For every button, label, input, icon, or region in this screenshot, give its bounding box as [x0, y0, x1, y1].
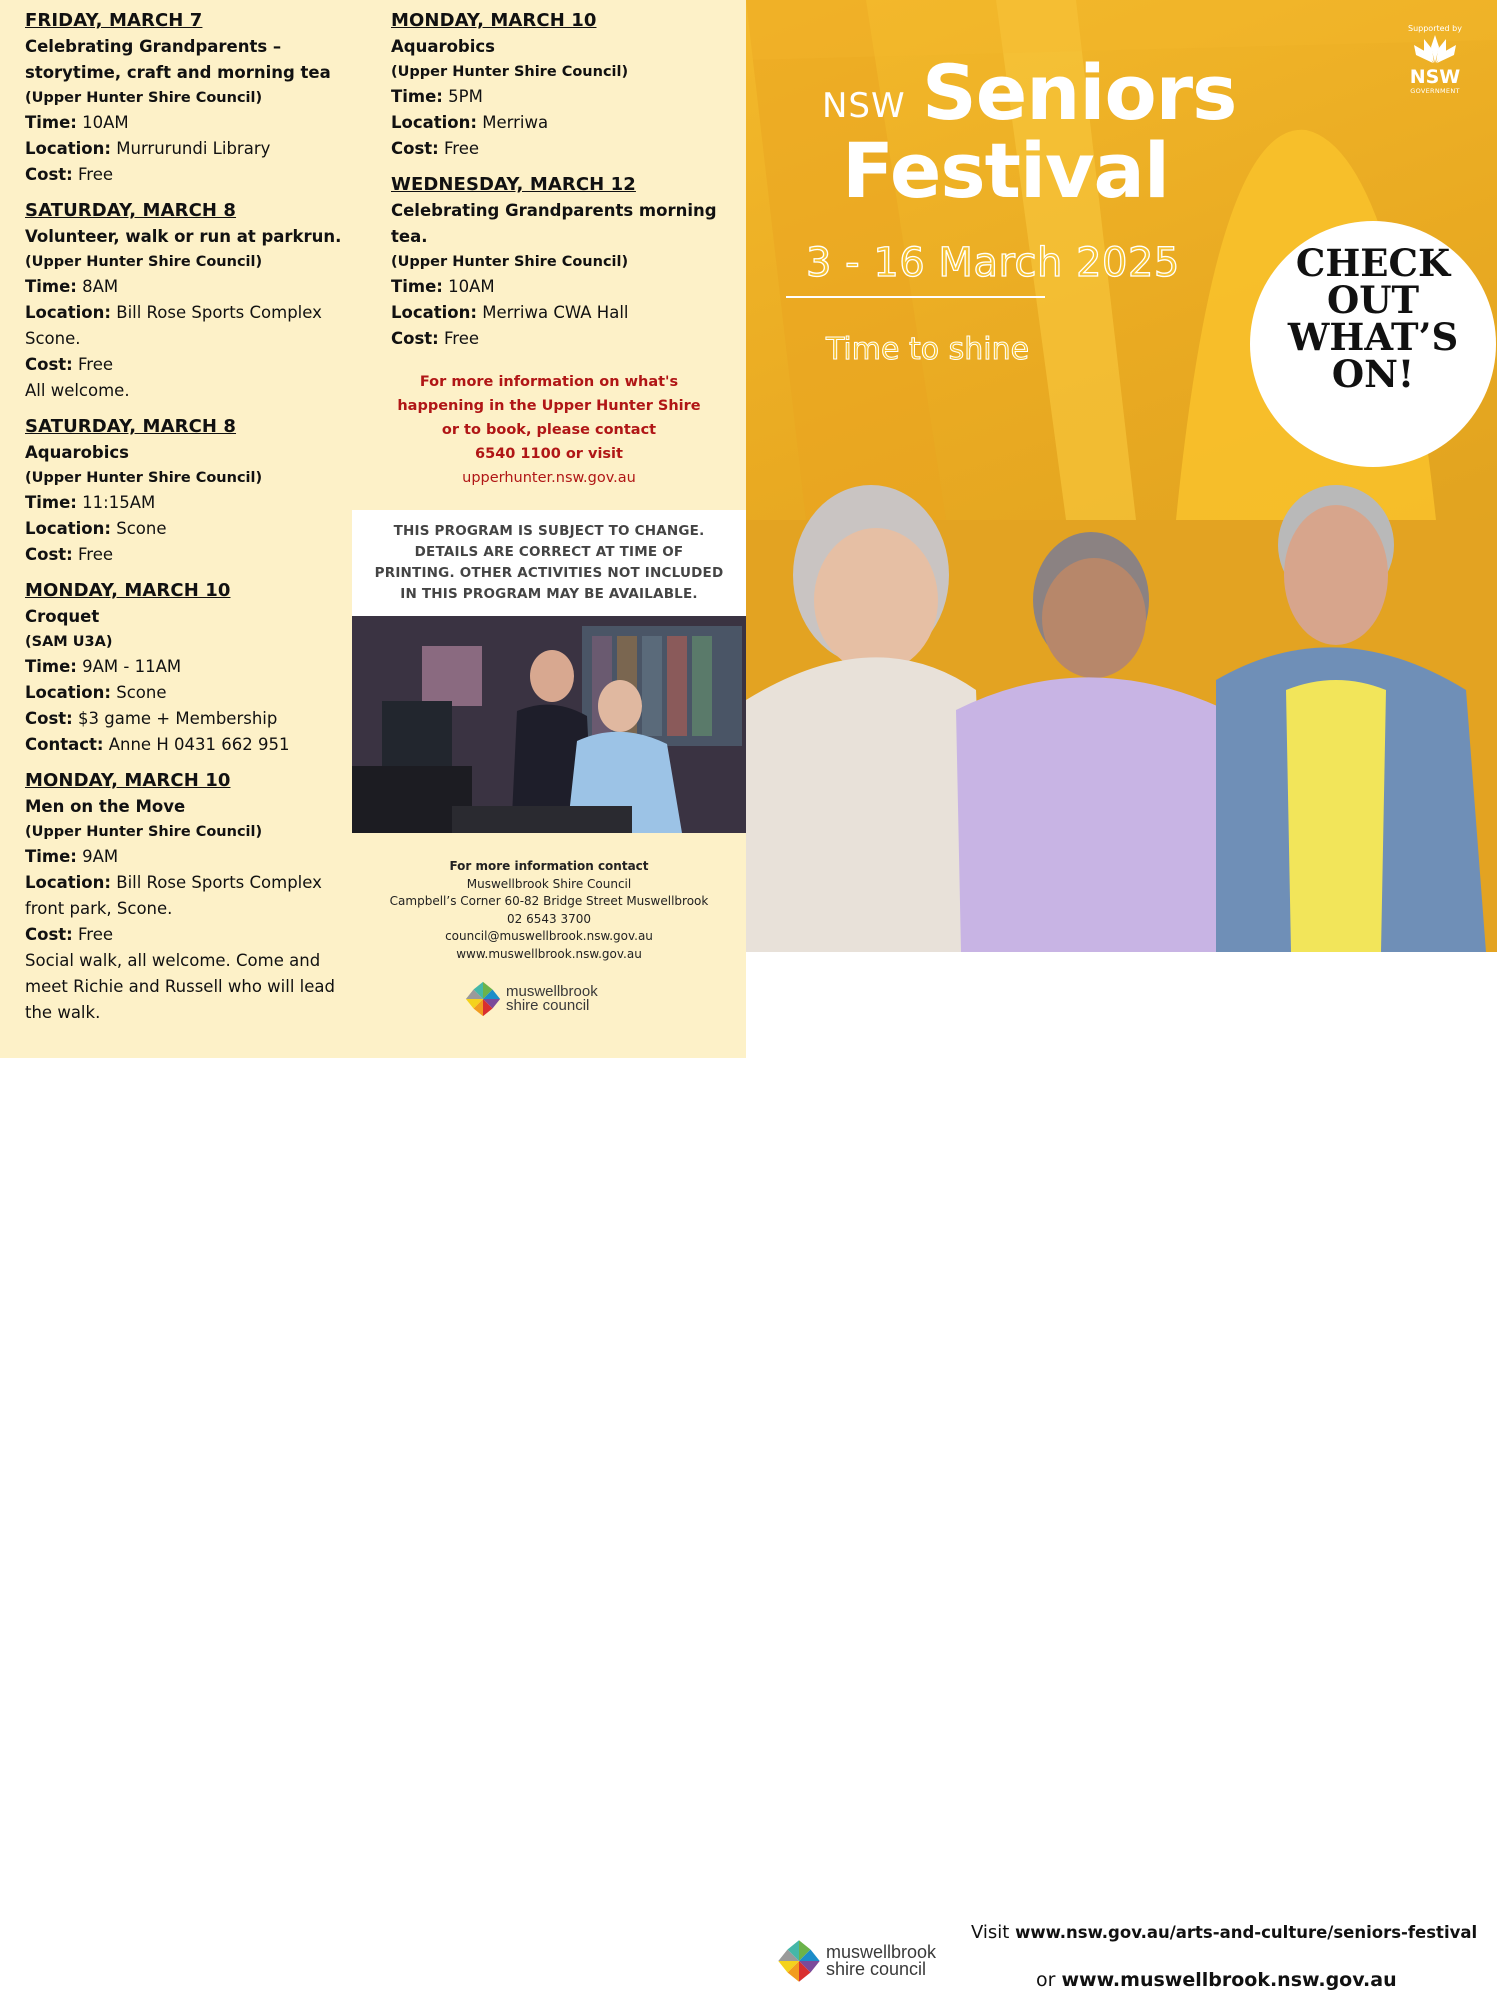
- festival-dates: 3 - 16 March 2025: [806, 240, 1180, 286]
- detail-label: Time:: [25, 277, 77, 296]
- notice-line: THIS PROGRAM IS SUBJECT TO CHANGE.: [393, 523, 705, 539]
- detail-value: 9AM - 11AM: [76, 657, 182, 676]
- badge-line: ON!: [1331, 352, 1415, 396]
- detail-value: Scone: [111, 519, 167, 538]
- event-detail: [25, 136, 352, 162]
- detail-value: Social walk, all welcome. Come and meet Richie and Russell who will lead the walk.: [25, 951, 335, 1022]
- festival-cover: [746, 0, 1497, 952]
- event-detail: [391, 300, 746, 326]
- pinwheel-icon: [776, 1938, 822, 1984]
- event-detail: [25, 378, 352, 404]
- detail-value: All welcome.: [25, 381, 130, 400]
- event-date: MONDAY, MARCH 10: [25, 580, 231, 601]
- event-detail: [25, 732, 352, 758]
- notice-line: IN THIS PROGRAM MAY BE AVAILABLE.: [400, 586, 698, 602]
- detail-value: Free: [72, 165, 114, 184]
- library-photo: [352, 616, 746, 833]
- logo-text-line1: muswellbrook: [826, 1941, 937, 1962]
- event-detail: [25, 922, 352, 948]
- or-line: [1036, 1969, 1397, 1991]
- event-detail: [25, 844, 352, 870]
- event-detail: [25, 352, 352, 378]
- nsw-government-logo: [1403, 24, 1467, 95]
- nsw-logo-text: NSW: [1409, 66, 1461, 88]
- muswellbrook-link[interactable]: www.muswellbrook.nsw.gov.au: [1061, 1969, 1397, 1991]
- event-detail: [25, 680, 352, 706]
- detail-value: Merriwa CWA Hall: [477, 303, 629, 322]
- info-line: For more information on what's: [419, 374, 679, 390]
- visit-line: [971, 1922, 1477, 1943]
- council-contact: [352, 858, 746, 964]
- detail-label: Time:: [391, 277, 443, 296]
- event-detail: [25, 948, 352, 1026]
- festival-tagline: Time to shine: [826, 332, 1030, 367]
- check-out-badge: [1250, 221, 1496, 467]
- contact-email[interactable]: council@muswellbrook.nsw.gov.au: [445, 929, 653, 944]
- detail-value: Free: [438, 329, 480, 348]
- contact-phone: 02 6543 3700: [507, 911, 591, 926]
- event-date: WEDNESDAY, MARCH 12: [391, 174, 636, 195]
- event-detail: [25, 162, 352, 188]
- event-title: Aquarobics: [391, 37, 496, 56]
- waratah-icon: [1406, 33, 1464, 65]
- event-title: Celebrating Grandparents – storytime, craft and morning tea: [25, 37, 331, 82]
- event-organiser: (Upper Hunter Shire Council): [25, 254, 263, 270]
- detail-label: Time:: [25, 493, 77, 512]
- events-column-1: [0, 0, 352, 1058]
- event-organiser: (SAM U3A): [25, 634, 113, 650]
- detail-value: Merriwa: [477, 113, 549, 132]
- event-entry: [25, 8, 352, 188]
- cover-footer: [746, 952, 1497, 1991]
- seniors-festival-link[interactable]: www.nsw.gov.au/arts-and-culture/seniors-festival: [1015, 1923, 1478, 1942]
- event-entry: [25, 768, 352, 1026]
- event-date: FRIDAY, MARCH 7: [25, 10, 203, 31]
- pinwheel-icon: [464, 980, 502, 1018]
- program-change-notice: [352, 510, 746, 616]
- detail-value: Anne H 0431 662 951: [103, 735, 290, 754]
- detail-label: Location:: [25, 303, 111, 322]
- badge-line: CHECK: [1295, 241, 1451, 285]
- event-detail: [391, 136, 746, 162]
- event-entry: [391, 8, 746, 162]
- detail-label: Cost:: [25, 355, 73, 374]
- detail-label: Time:: [25, 113, 77, 132]
- detail-label: Cost:: [25, 165, 73, 184]
- info-line: happening in the Upper Hunter Shire: [397, 398, 701, 414]
- badge-line: OUT: [1326, 278, 1420, 322]
- event-title: Celebrating Grandparents morning tea.: [391, 201, 717, 246]
- dates-underline: [786, 296, 1045, 298]
- event-detail: [25, 274, 352, 300]
- detail-value: Free: [438, 139, 480, 158]
- title-word-festival: Festival: [842, 126, 1169, 215]
- title-prefix: NSW: [822, 86, 906, 126]
- detail-value: Murrurundi Library: [111, 139, 271, 158]
- detail-label: Time:: [25, 657, 77, 676]
- detail-value: Free: [72, 355, 114, 374]
- event-organiser: (Upper Hunter Shire Council): [25, 470, 263, 486]
- event-detail: [25, 110, 352, 136]
- supported-by-label: Supported by: [1408, 24, 1462, 33]
- events-list: [352, 0, 746, 352]
- visit-prefix: Visit: [971, 1922, 1016, 1943]
- event-date: MONDAY, MARCH 10: [25, 770, 231, 791]
- event-date: SATURDAY, MARCH 8: [25, 200, 237, 221]
- contact-org: Muswellbrook Shire Council: [466, 876, 632, 891]
- detail-label: Time:: [391, 87, 443, 106]
- detail-label: Location:: [25, 873, 111, 892]
- event-organiser: (Upper Hunter Shire Council): [25, 90, 263, 106]
- detail-label: Location:: [25, 683, 111, 702]
- event-title: Volunteer, walk or run at parkrun.: [25, 227, 342, 246]
- event-title: Men on the Move: [25, 797, 186, 816]
- event-detail: [25, 300, 352, 352]
- info-line: or to book, please contact: [441, 422, 657, 438]
- badge-line: WHAT’S: [1287, 315, 1459, 359]
- muswellbrook-logo-large: [776, 1938, 936, 1984]
- event-detail: [391, 110, 746, 136]
- upper-hunter-info: [352, 370, 746, 490]
- event-detail: [25, 516, 352, 542]
- event-detail: [391, 274, 746, 300]
- event-organiser: (Upper Hunter Shire Council): [391, 254, 629, 270]
- detail-label: Time:: [25, 847, 77, 866]
- detail-label: Cost:: [25, 925, 73, 944]
- event-title: Aquarobics: [25, 443, 130, 462]
- government-logo-text: GOVERNMENT: [1410, 87, 1460, 95]
- detail-value: 10AM: [442, 277, 495, 296]
- event-entry: [25, 578, 352, 758]
- event-date: MONDAY, MARCH 10: [391, 10, 597, 31]
- detail-label: Cost:: [391, 329, 439, 348]
- muswellbrook-logo: [464, 980, 598, 1018]
- logo-text-line1: muswellbrook: [506, 982, 598, 1000]
- event-detail: [25, 490, 352, 516]
- event-entry: [25, 198, 352, 404]
- detail-value: Free: [72, 545, 114, 564]
- detail-value: 8AM: [76, 277, 119, 296]
- event-entry: [25, 414, 352, 568]
- detail-label: Location:: [391, 303, 477, 322]
- detail-value: Scone: [111, 683, 167, 702]
- detail-value: Bill Rose Sports Complex front park, Scone.: [25, 873, 322, 918]
- detail-label: Location:: [25, 519, 111, 538]
- detail-label: Contact:: [25, 735, 104, 754]
- event-detail: [25, 654, 352, 680]
- detail-value: Bill Rose Sports Complex Scone.: [25, 303, 322, 348]
- title-word-seniors: Seniors: [922, 48, 1237, 137]
- logo-text-line2: shire council: [506, 997, 590, 1014]
- detail-label: Location:: [25, 139, 111, 158]
- event-title: Croquet: [25, 607, 100, 626]
- event-detail: [25, 870, 352, 922]
- contact-website[interactable]: www.muswellbrook.nsw.gov.au: [456, 946, 642, 961]
- event-date: SATURDAY, MARCH 8: [25, 416, 237, 437]
- detail-value: 9AM: [76, 847, 119, 866]
- event-detail: [25, 542, 352, 568]
- notice-line: PRINTING. OTHER ACTIVITIES NOT INCLUDED: [374, 565, 724, 581]
- detail-label: Cost:: [25, 545, 73, 564]
- event-organiser: (Upper Hunter Shire Council): [391, 64, 629, 80]
- detail-value: 11:15AM: [76, 493, 156, 512]
- detail-label: Location:: [391, 113, 477, 132]
- upperhunter-link[interactable]: upperhunter.nsw.gov.au: [462, 470, 636, 486]
- event-detail: [391, 326, 746, 352]
- detail-value: 5PM: [442, 87, 483, 106]
- or-prefix: or: [1036, 1969, 1062, 1991]
- contact-address: Campbell’s Corner 60-82 Bridge Street Muswellbrook: [389, 894, 709, 909]
- logo-text-line2: shire council: [826, 1959, 927, 1979]
- event-detail: [391, 84, 746, 110]
- detail-value: $3 game + Membership: [72, 709, 278, 728]
- event-entry: [391, 172, 746, 352]
- event-detail: [25, 706, 352, 732]
- contact-heading: For more information contact: [449, 859, 649, 873]
- event-organiser: (Upper Hunter Shire Council): [25, 824, 263, 840]
- notice-line: DETAILS ARE CORRECT AT TIME OF: [414, 544, 684, 560]
- info-phone: 6540 1100 or visit: [475, 446, 623, 462]
- events-column-2: [352, 0, 746, 1058]
- detail-label: Cost:: [391, 139, 439, 158]
- detail-value: 10AM: [76, 113, 129, 132]
- detail-label: Cost:: [25, 709, 73, 728]
- detail-value: Free: [72, 925, 114, 944]
